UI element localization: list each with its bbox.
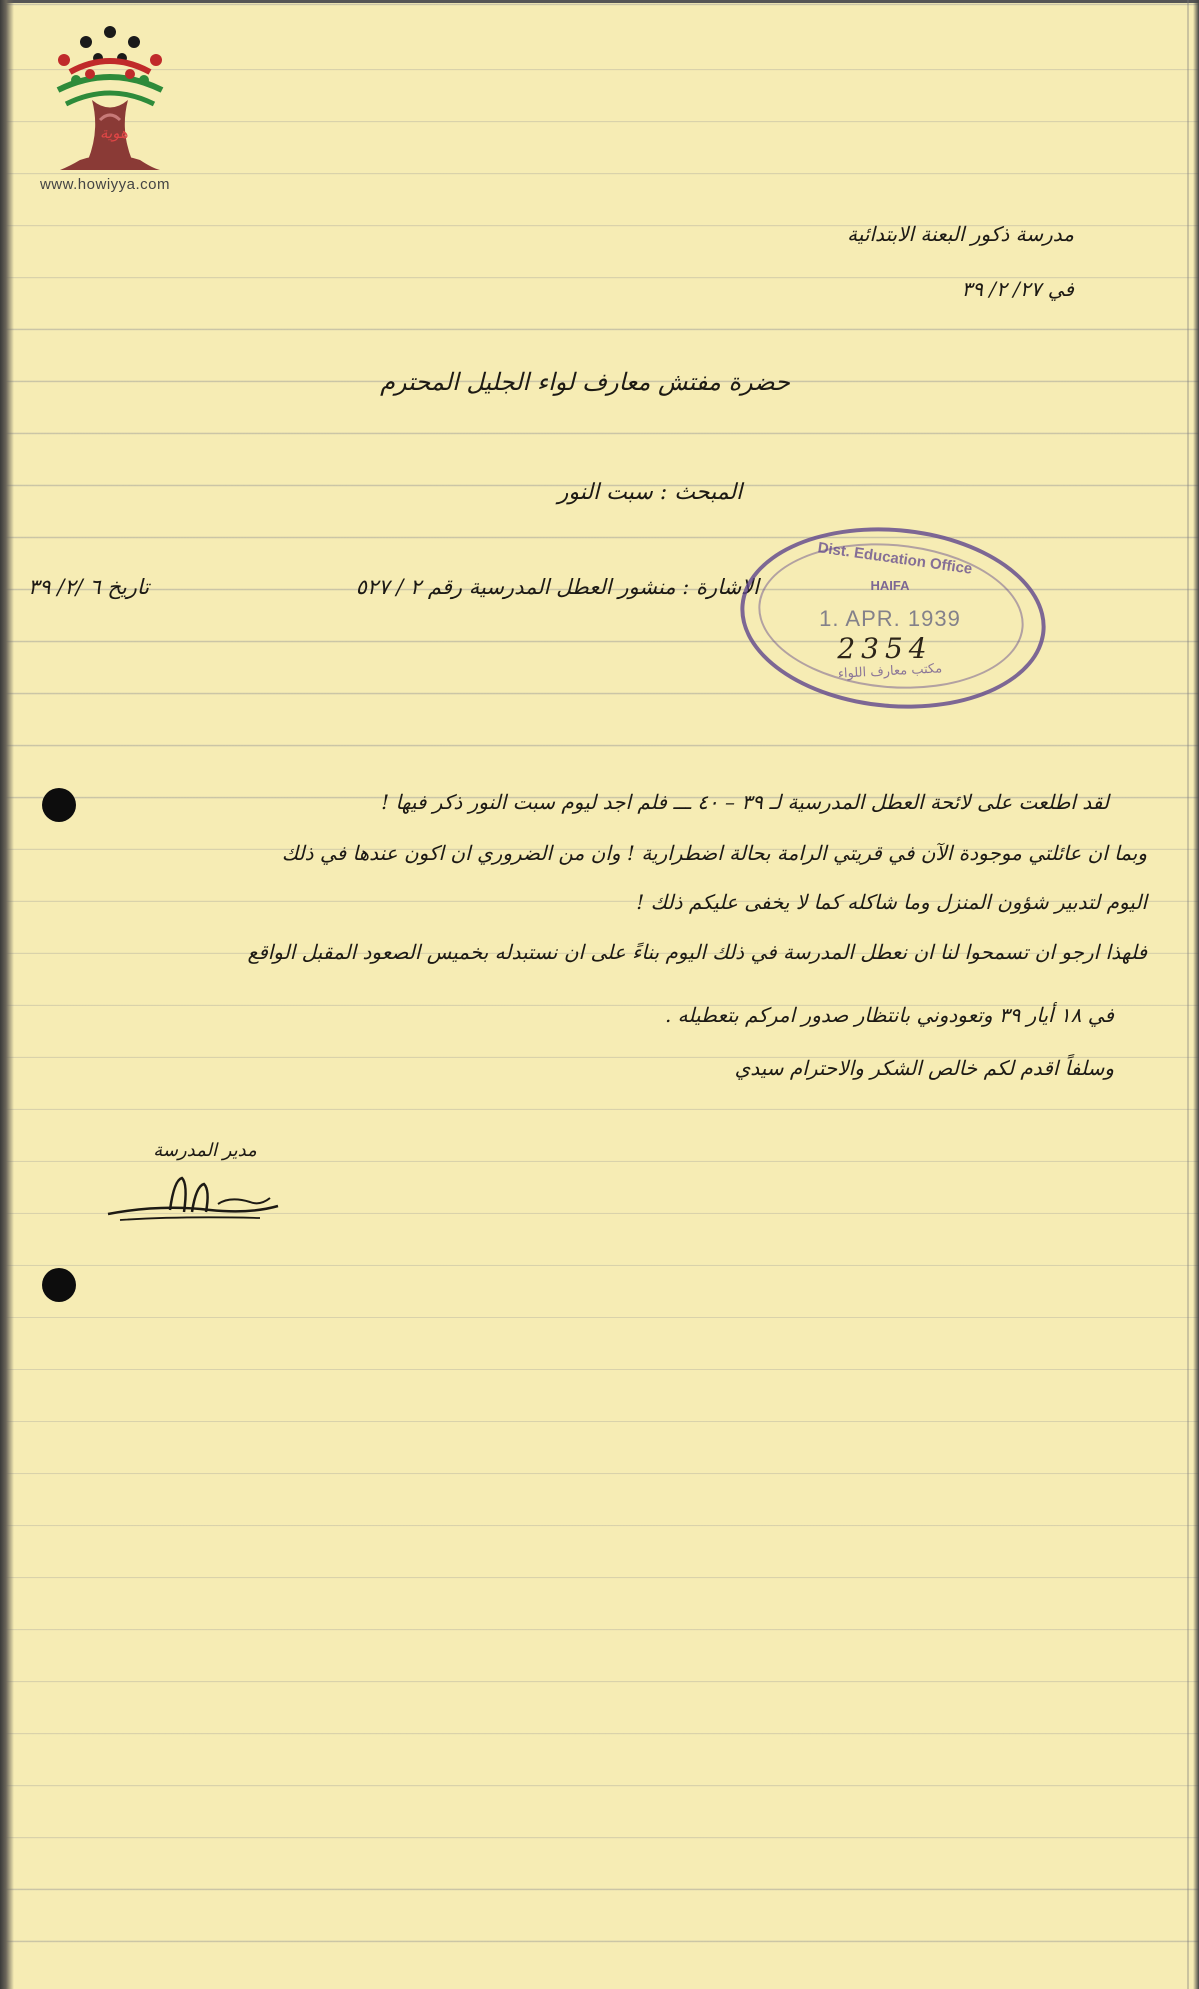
stamp-number: 2354 <box>837 632 933 665</box>
page-top-edge <box>0 0 1199 3</box>
page-left-edge <box>0 0 14 1989</box>
handwritten-signature-icon <box>100 1140 290 1230</box>
page-right-edge <box>1193 0 1199 1989</box>
stamp-office-text: Dist. Education Office <box>816 539 974 578</box>
letter-date: في ٢٧/ ٢/ ٣٩ <box>961 277 1074 301</box>
reference-line: الاشارة : منشور العطل المدرسية رقم ٢ / ٥٢٧ <box>355 575 759 599</box>
body-line: في ١٨ أيار ٣٩ وتعودوني بانتظار صدور امركم بتعطيله . <box>664 1003 1114 1027</box>
body-line: وبما ان عائلتي موجودة الآن في قريتي الرامة بحالة اضطرارية ! وان من الضروري ان اكون عندها في ذلك <box>281 841 1147 865</box>
svg-text:هوية: هوية <box>100 124 128 142</box>
punch-hole <box>42 1268 76 1302</box>
stamp-arabic-text: مكتب معارف اللواء <box>837 661 943 682</box>
school-name: مدرسة ذكور البعنة الابتدائية <box>847 222 1074 246</box>
signature-block <box>100 1140 290 1230</box>
margin-line <box>1187 0 1189 1989</box>
received-stamp <box>740 528 1046 708</box>
reference-date: تاريخ ٦ /٢/ ٣٩ <box>28 575 150 599</box>
stamp-city: HAIFA <box>870 578 910 593</box>
stamp-date: 1. APR. 1939 <box>819 606 961 631</box>
watermark-url: www.howiyya.com <box>39 176 171 193</box>
body-line: لقد اطلعت على لائحة العطل المدرسية لـ ٣٩ – ٤٠ ـــ فلم اجد ليوم سبت النور ذكر فيها ! <box>381 790 1109 814</box>
body-line: فلهذا ارجو ان تسمحوا لنا ان نعطل المدرسة في ذلك اليوم بناءً على ان نستبدله بخميس الصعود المقبل الواقع <box>247 940 1147 964</box>
addressee-line: حضرة مفتش معارف لواء الجليل المحترم <box>380 368 790 396</box>
body-line: اليوم لتدبير شؤون المنزل وما شاكله كما لا يخفى عليكم ذلك ! <box>636 890 1147 914</box>
howiyya-tree-logo-icon <box>40 20 180 195</box>
punch-hole <box>42 788 76 822</box>
subject-line: المبحث : سبت النور <box>557 480 743 505</box>
signature-title: مدير المدرسة <box>153 1140 257 1161</box>
body-line: وسلفاً اقدم لكم خالص الشكر والاحترام سيدي <box>734 1056 1114 1080</box>
